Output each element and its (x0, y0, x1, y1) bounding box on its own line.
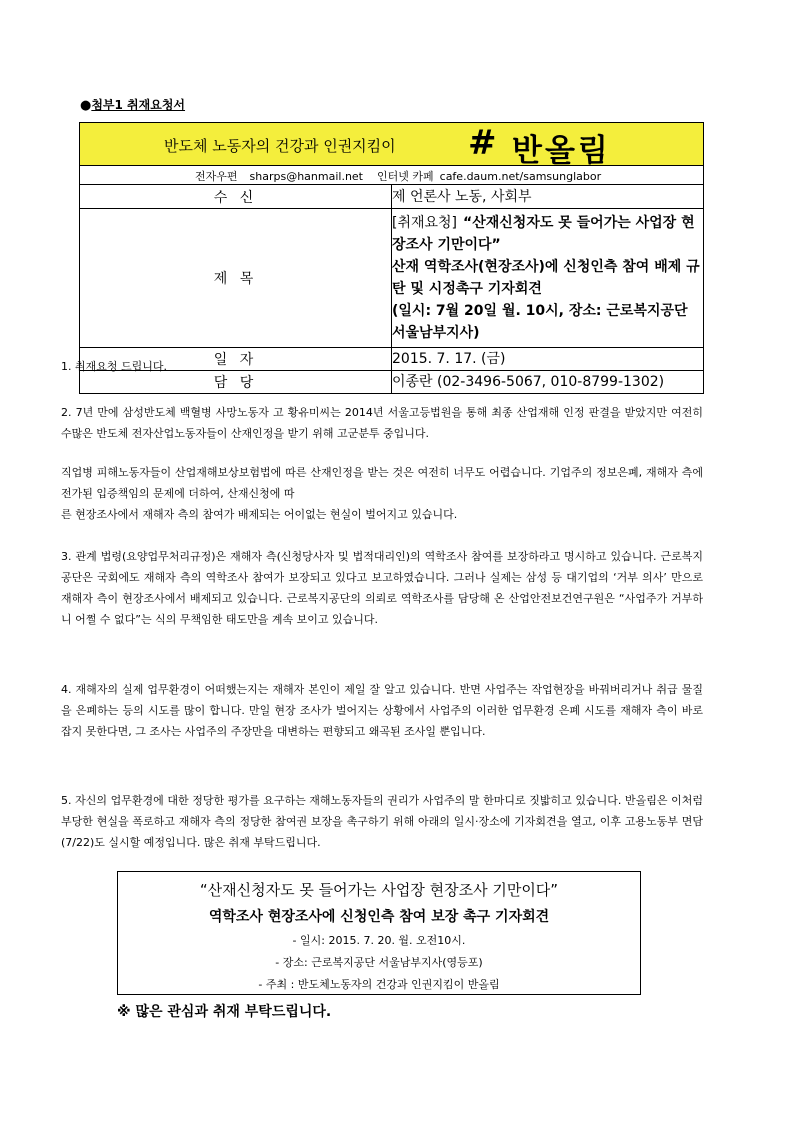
date-label: 일 자 (80, 348, 392, 371)
paragraph-2 (61, 402, 703, 444)
attachment-label: 첨부1 취재요청서 (91, 98, 186, 112)
cafe-label: 인터넷 카페 (377, 170, 434, 183)
event-host: - 주최 : 반도체노동자의 건강과 인권지킴이 반올림 (258, 978, 500, 991)
paragraph-text: 1. 취재요청 드립니다. (61, 360, 167, 373)
contact-email (195, 168, 363, 184)
paragraph-1 (61, 356, 703, 377)
event-when: - 일시: 2015. 7. 20. 월. 오전10시. (292, 934, 466, 947)
subject-line-1 (392, 212, 703, 256)
subject-quote: “산재신청자도 못 들어가는 사업장 현장조사 기만이다” (392, 215, 695, 253)
bullet-icon: ● (80, 98, 92, 113)
subject-tag: [취재요청] (392, 215, 458, 231)
contact-person-label: 담 당 (80, 371, 392, 394)
paragraph-text: 4. 재해자의 실제 업무환경이 어떠했는지는 재해자 본인이 제일 잘 알고 있습니다. 반면 사업주는 작업현장을 바꿔버리거나 취급 물질을 은폐하는 등의 시도를 많이 합니다. 만일 현장 조사가 벌어지는 상황에서 사업주의 이러한 업무환경 은폐 시도를 재해자 측이 바로 잡지 못한다면, 그 조사는 사업주의 주장만을 대변하는 편향되고 왜곡된 조사일 뿐입니다. (61, 683, 703, 738)
contact-cafe (377, 168, 601, 184)
banner (80, 123, 704, 169)
paragraph-6 (61, 790, 703, 853)
hash-icon: # (468, 123, 497, 163)
contact-person-value: 이종란 (02-3496-5067, 010-8799-1302) (392, 371, 704, 394)
press-conference-box (117, 871, 641, 995)
banner-org-name: 반도체 노동자의 건강과 인권지킴이 (164, 137, 396, 155)
contact-bar (80, 166, 704, 185)
paragraph-5 (61, 679, 703, 742)
paragraph-text: 른 현장조사에서 재해자 측의 참여가 배제되는 어이없는 현실이 벌어지고 있습니다. (61, 508, 458, 521)
paragraph-text: 직업병 피해노동자들이 산업재해보상보험법에 따른 산재인정을 받는 것은 여전히 너무도 어렵습니다. 기업주의 정보은폐, 재해자 측에 전가된 입증책임의 문제에 더하여, 산재신청에 따 (61, 466, 703, 500)
paragraph-3 (61, 462, 703, 525)
recipient-value: 제 언론사 노동, 사회부 (392, 185, 704, 209)
paragraph-4 (61, 546, 703, 630)
email-link[interactable]: sharps@hanmail.net (249, 170, 363, 183)
paragraph-text: 2. 7년 만에 삼성반도체 백혈병 사망노동자 고 황유미씨는 2014년 서울고등법원을 통해 최종 산업재해 인정 판결을 받았지만 여전히 수많은 반도체 전자산업노동자들이 산재인정을 받기 위해 고군분투 중입니다. (61, 406, 703, 440)
banner-group-name: 반올림 (512, 133, 611, 169)
closing-note: ※ 많은 관심과 취재 부탁드립니다. (117, 1004, 332, 1020)
event-title: “산재신청자도 못 들어가는 사업장 현장조사 기만이다” (199, 881, 559, 899)
subject-label: 제 목 (80, 209, 392, 348)
paragraph-text: 3. 관계 법령(요양업무처리규정)은 재해자 측(신청당사자 및 법적대리인)의 역학조사 참여를 보장하라고 명시하고 있습니다. 근로복지공단은 국회에도 재해자 측의 역학조사 참여가 보장되고 있다고 보고하였습니다. 그러나 실제는 삼성 등 대기업의 ‘거부 의사’ 만으로 재해자 측이 현장조사에서 배제되고 있습니다. 근로복지공단의 의뢰로 역학조사를 담당해 온 산업안전보건연구원은 “사업주가 거부하니 어쩔 수 없다”는 식의 무책임한 태도만을 계속 보이고 있습니다. (61, 550, 703, 626)
recipient-label: 수 신 (80, 185, 392, 209)
email-label: 전자우편 (195, 170, 238, 183)
date-value: 2015. 7. 17. (금) (392, 348, 704, 371)
subject-line-3: (일시: 7월 20일 월. 10시, 장소: 근로복지공단 서울남부지사) (392, 303, 688, 341)
event-where: - 장소: 근로복지공단 서울남부지사(영등포) (275, 956, 483, 969)
cafe-link[interactable]: cafe.daum.net/samsunglabor (439, 170, 602, 183)
subject-value (392, 209, 704, 348)
subject-line-2: 산재 역학조사(현장조사)에 신청인측 참여 배제 규탄 및 시정촉구 기자회견 (392, 259, 700, 297)
paragraph-text: 5. 자신의 업무환경에 대한 정당한 평가를 요구하는 재해노동자들의 권리가 사업주의 말 한마디로 짓밟히고 있습니다. 반올림은 이처럼 부당한 현실을 폭로하고 재해자 측의 정당한 참여권 보장을 촉구하기 위해 아래의 일시·장소에 기자회견을 열고, 이후 고용노동부 면담(7/22)도 실시할 예정입니다. 많은 취재 부탁드립니다. (61, 794, 703, 849)
press-request-header-table (79, 122, 704, 394)
attachment-title (80, 96, 185, 113)
event-subtitle: 역학조사 현장조사에 신청인측 참여 보장 촉구 기자회견 (208, 909, 550, 925)
